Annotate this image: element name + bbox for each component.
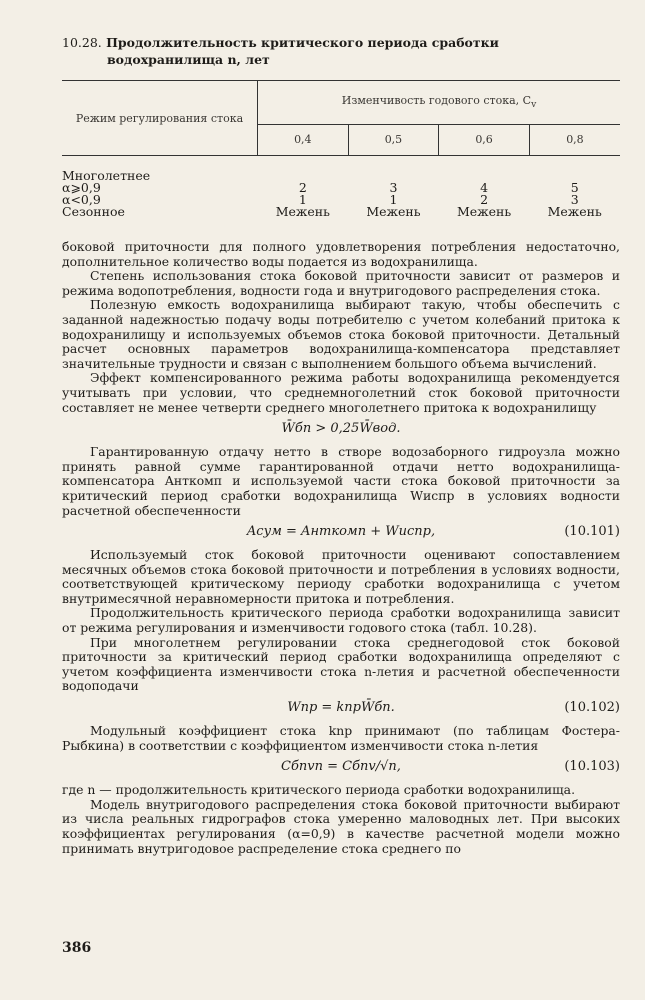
paragraph: Эффект компенсированного режима работы водохранилища рекомендуется учитывать при условии, что среднемноголетний сток боковой приточности составляет не менее четверти среднего многолетнего притока к водохранилищу bbox=[62, 370, 620, 415]
table-cell: Межень bbox=[456, 204, 512, 219]
row-label: α⩾0,9 bbox=[62, 180, 101, 195]
header-variability bbox=[258, 81, 621, 125]
page-content bbox=[62, 34, 620, 856]
paragraph: Полезную емкость водохранилища выбирают такую, чтобы обеспечить с заданной надежностью подачу воды потребителю с учетом колебаний притока к водохранилищу и используемых объемов стока боковой приточности. Детальный расчет основных параметров водохранилища-компенсатора представляет значительные трудности и связан с выполнением большого объема вычислений. bbox=[62, 297, 620, 371]
duration-table bbox=[62, 80, 620, 218]
paragraph: Степень использования стока боковой приточности зависит от размеров и режима водопотребления, водности года и внутригодового распределения стока. bbox=[62, 268, 620, 298]
table-cell: 2 bbox=[298, 180, 307, 195]
table-cell: 1 bbox=[389, 192, 398, 207]
formula-1 bbox=[62, 415, 620, 445]
header-variability-sub: v bbox=[531, 99, 537, 111]
table-cell bbox=[439, 156, 530, 183]
formula-expression: W̄бп > 0,25W̄вод. bbox=[281, 421, 401, 437]
equation-number: (10.103) bbox=[564, 759, 620, 775]
cv-header: 0,8 bbox=[529, 124, 620, 155]
cv-header: 0,6 bbox=[439, 124, 530, 155]
row-label: Многолетнее bbox=[62, 168, 151, 183]
table-title-line2: водохранилища n, лет bbox=[107, 52, 270, 67]
table-number: 10.28. bbox=[62, 35, 102, 50]
cv-header: 0,5 bbox=[348, 124, 439, 155]
formula-10-103 bbox=[62, 753, 620, 783]
formula-expression: Wnp = knpW̄бп. bbox=[287, 700, 395, 716]
formula-10-101 bbox=[62, 518, 620, 548]
table-cell: 1 bbox=[298, 192, 307, 207]
table-row bbox=[62, 182, 620, 194]
table-cell bbox=[529, 156, 620, 183]
formula-expression: Cбпvn = Cбпv/√n, bbox=[281, 759, 401, 775]
table-cell: 3 bbox=[389, 180, 398, 195]
table-cell: 4 bbox=[480, 180, 489, 195]
paragraph: Используемый сток боковой приточности оценивают сопоставлением месячных объемов стока боковой приточности и потребления в условиях водности, соответствующей критическому периоду сработки водохранилища с учетом внутримесячной неравномерности притока и потребления. bbox=[62, 547, 620, 606]
table-cell bbox=[348, 156, 439, 183]
table-title-text: Продолжительность критического периода сработки bbox=[106, 35, 499, 50]
body-text bbox=[62, 240, 620, 856]
paragraph: Модель внутригодового распределения стока боковой приточности выбирают из числа реальных гидрографов стока умеренно маловодных лет. При высоких коэффициентах регулирования (α=0,9) в качестве расчетной модели можно принимать внутригодовое распределение стока среднего по bbox=[62, 796, 620, 856]
paragraph: где n — продолжительность критического периода сработки водохранилища. bbox=[62, 782, 576, 798]
paragraph: Гарантированную отдачу нетто в створе водозаборного гидроузла можно принять равной сумме гарантированной отдачи нетто водохранилища-компенсатора Aнткомп и используемой части стока боковой приточности за критический период сработки водохранилища Wиспp в условиях водности расчетной обеспеченности bbox=[62, 444, 620, 518]
paragraph: Модульный коэффициент стока knp принимают (по таблицам Фостера-Рыбкина) в соответствии с коэффициентом изменчивости стока n-летия bbox=[62, 723, 620, 753]
equation-number: (10.102) bbox=[564, 700, 620, 716]
paragraph: боковой приточности для полного удовлетворения потребления недостаточно, дополнительное количество воды подается из водохранилища. bbox=[62, 239, 620, 269]
table-row bbox=[62, 156, 620, 183]
row-label: α<0,9 bbox=[62, 192, 101, 207]
equation-number: (10.101) bbox=[564, 524, 620, 540]
row-label: Сезонное bbox=[62, 204, 125, 219]
table-row bbox=[62, 206, 620, 218]
paragraph: При многолетнем регулировании стока среднегодовой сток боковой приточности за критический период сработки водохранилища определяют с учетом коэффициента изменчивости стока n-летия и расчетной обеспеченности водоподачи bbox=[62, 634, 620, 694]
table-cell: Межень bbox=[275, 204, 330, 219]
table-cell bbox=[258, 156, 349, 183]
paragraph: Продолжительность критического периода сработки водохранилища зависит от режима регулирования и изменчивости годового стока (табл. 10.28). bbox=[62, 605, 620, 636]
header-variability-text: Изменчивость годового стока, C bbox=[341, 94, 532, 108]
table-cell: Межень bbox=[547, 204, 602, 219]
table-cell: Межень bbox=[366, 204, 421, 219]
table-title bbox=[62, 34, 620, 68]
header-regime: Режим регулирования стока bbox=[62, 81, 258, 156]
formula-expression: Aсум = Aнткомп + Wиспp, bbox=[246, 524, 436, 540]
page-number: 386 bbox=[62, 940, 92, 956]
formula-10-102 bbox=[62, 694, 620, 724]
table-title-line1 bbox=[62, 34, 620, 51]
table-row bbox=[62, 194, 620, 206]
cv-header: 0,4 bbox=[258, 124, 349, 155]
table-cell: 2 bbox=[480, 192, 489, 207]
table-cell: 5 bbox=[570, 180, 579, 195]
table-cell: 3 bbox=[570, 192, 579, 207]
